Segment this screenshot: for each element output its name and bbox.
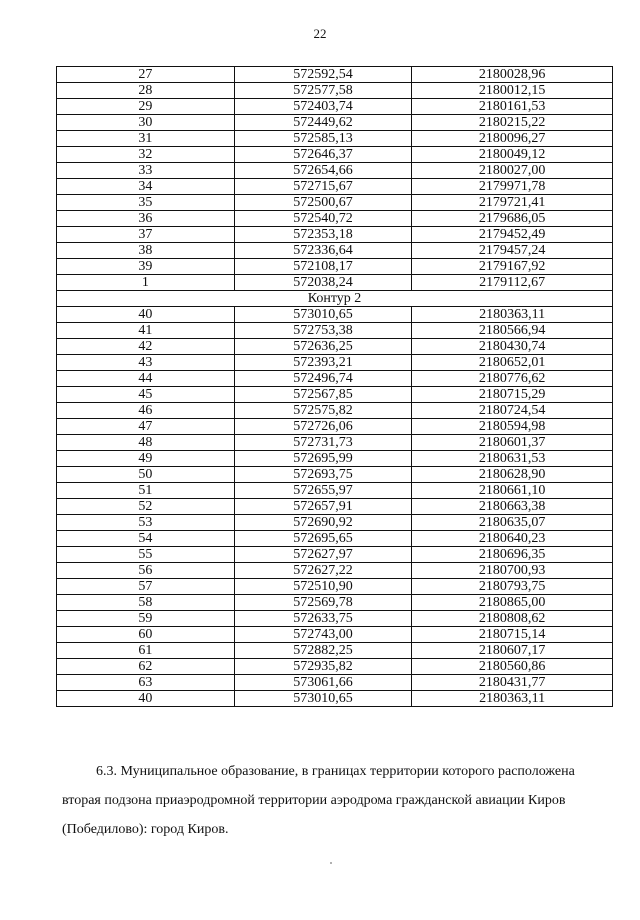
x-coordinate-cell: 572575,82 xyxy=(234,403,412,419)
table-row xyxy=(57,147,613,163)
table-row xyxy=(57,611,613,627)
point-number-cell: 51 xyxy=(57,483,235,499)
y-coordinate-cell: 2179721,41 xyxy=(412,195,613,211)
y-coordinate-cell: 2180663,38 xyxy=(412,499,613,515)
y-coordinate-cell: 2180808,62 xyxy=(412,611,613,627)
table-row xyxy=(57,339,613,355)
point-number-cell: 59 xyxy=(57,611,235,627)
x-coordinate-cell: 573061,66 xyxy=(234,675,412,691)
point-number-cell: 1 xyxy=(57,275,235,291)
x-coordinate-cell: 572882,25 xyxy=(234,643,412,659)
x-coordinate-cell: 572935,82 xyxy=(234,659,412,675)
y-coordinate-cell: 2180628,90 xyxy=(412,467,613,483)
y-coordinate-cell: 2180776,62 xyxy=(412,371,613,387)
table-row xyxy=(57,243,613,259)
table-row xyxy=(57,195,613,211)
x-coordinate-cell: 572393,21 xyxy=(234,355,412,371)
point-number-cell: 46 xyxy=(57,403,235,419)
section-title-row xyxy=(57,291,613,307)
point-number-cell: 52 xyxy=(57,499,235,515)
point-number-cell: 62 xyxy=(57,659,235,675)
table-row xyxy=(57,499,613,515)
x-coordinate-cell: 572657,91 xyxy=(234,499,412,515)
point-number-cell: 33 xyxy=(57,163,235,179)
y-coordinate-cell: 2179452,49 xyxy=(412,227,613,243)
point-number-cell: 38 xyxy=(57,243,235,259)
x-coordinate-cell: 572690,92 xyxy=(234,515,412,531)
y-coordinate-cell: 2180640,23 xyxy=(412,531,613,547)
point-number-cell: 40 xyxy=(57,307,235,323)
page-number: 22 xyxy=(313,26,327,41)
x-coordinate-cell: 572567,85 xyxy=(234,387,412,403)
y-coordinate-cell: 2179971,78 xyxy=(412,179,613,195)
paragraph-line-1: 6.3. Муниципальное образование, в границах территории которого расположена xyxy=(96,764,575,779)
y-coordinate-cell: 2179457,24 xyxy=(412,243,613,259)
point-number-cell: 28 xyxy=(57,83,235,99)
x-coordinate-cell: 572577,58 xyxy=(234,83,412,99)
x-coordinate-cell: 572496,74 xyxy=(234,371,412,387)
paragraph-line-3: (Победилово): город Киров. xyxy=(62,822,229,837)
table-row xyxy=(57,131,613,147)
point-number-cell: 61 xyxy=(57,643,235,659)
y-coordinate-cell: 2180027,00 xyxy=(412,163,613,179)
point-number-cell: 55 xyxy=(57,547,235,563)
table-row xyxy=(57,595,613,611)
point-number-cell: 45 xyxy=(57,387,235,403)
x-coordinate-cell: 572336,64 xyxy=(234,243,412,259)
point-number-cell: 39 xyxy=(57,259,235,275)
point-number-cell: 44 xyxy=(57,371,235,387)
x-coordinate-cell: 572743,00 xyxy=(234,627,412,643)
table-row xyxy=(57,515,613,531)
point-number-cell: 56 xyxy=(57,563,235,579)
y-coordinate-cell: 2180715,29 xyxy=(412,387,613,403)
point-number-cell: 29 xyxy=(57,99,235,115)
y-coordinate-cell: 2180793,75 xyxy=(412,579,613,595)
table-row xyxy=(57,275,613,291)
y-coordinate-cell: 2180560,86 xyxy=(412,659,613,675)
x-coordinate-cell: 572627,97 xyxy=(234,547,412,563)
table-row xyxy=(57,387,613,403)
y-coordinate-cell: 2179167,92 xyxy=(412,259,613,275)
table-row xyxy=(57,371,613,387)
table-row xyxy=(57,691,613,707)
x-coordinate-cell: 572540,72 xyxy=(234,211,412,227)
table-row xyxy=(57,179,613,195)
point-number-cell: 34 xyxy=(57,179,235,195)
point-number-cell: 58 xyxy=(57,595,235,611)
coordinates-table xyxy=(56,66,613,707)
x-coordinate-cell: 572633,75 xyxy=(234,611,412,627)
point-number-cell: 30 xyxy=(57,115,235,131)
table-row xyxy=(57,563,613,579)
x-coordinate-cell: 572753,38 xyxy=(234,323,412,339)
y-coordinate-cell: 2180215,22 xyxy=(412,115,613,131)
y-coordinate-cell: 2180594,98 xyxy=(412,419,613,435)
x-coordinate-cell: 572108,17 xyxy=(234,259,412,275)
point-number-cell: 37 xyxy=(57,227,235,243)
table-row xyxy=(57,467,613,483)
point-number-cell: 32 xyxy=(57,147,235,163)
table-row xyxy=(57,99,613,115)
y-coordinate-cell: 2180028,96 xyxy=(412,67,613,83)
x-coordinate-cell: 572646,37 xyxy=(234,147,412,163)
point-number-cell: 50 xyxy=(57,467,235,483)
paragraph-line-2: вторая подзона приаэродромной территории аэродрома гражданской авиации Киров xyxy=(62,793,566,808)
point-number-cell: 48 xyxy=(57,435,235,451)
point-number-cell: 36 xyxy=(57,211,235,227)
y-coordinate-cell: 2180161,53 xyxy=(412,99,613,115)
y-coordinate-cell: 2180601,37 xyxy=(412,435,613,451)
y-coordinate-cell: 2180661,10 xyxy=(412,483,613,499)
table-row xyxy=(57,659,613,675)
table-row xyxy=(57,67,613,83)
point-number-cell: 49 xyxy=(57,451,235,467)
x-coordinate-cell: 572695,99 xyxy=(234,451,412,467)
x-coordinate-cell: 572585,13 xyxy=(234,131,412,147)
table-row xyxy=(57,675,613,691)
x-coordinate-cell: 572636,25 xyxy=(234,339,412,355)
table-row xyxy=(57,355,613,371)
point-number-cell: 43 xyxy=(57,355,235,371)
x-coordinate-cell: 572353,18 xyxy=(234,227,412,243)
scan-speck xyxy=(330,862,332,864)
point-number-cell: 35 xyxy=(57,195,235,211)
x-coordinate-cell: 573010,65 xyxy=(234,307,412,323)
point-number-cell: 40 xyxy=(57,691,235,707)
point-number-cell: 31 xyxy=(57,131,235,147)
point-number-cell: 63 xyxy=(57,675,235,691)
y-coordinate-cell: 2180652,01 xyxy=(412,355,613,371)
x-coordinate-cell: 572731,73 xyxy=(234,435,412,451)
paragraph-6-3 xyxy=(62,757,618,844)
table-row xyxy=(57,83,613,99)
x-coordinate-cell: 572654,66 xyxy=(234,163,412,179)
table-row xyxy=(57,163,613,179)
y-coordinate-cell: 2180363,11 xyxy=(412,307,613,323)
y-coordinate-cell: 2179686,05 xyxy=(412,211,613,227)
y-coordinate-cell: 2180865,00 xyxy=(412,595,613,611)
point-number-cell: 47 xyxy=(57,419,235,435)
table-row xyxy=(57,531,613,547)
table-row xyxy=(57,115,613,131)
point-number-cell: 42 xyxy=(57,339,235,355)
table-row xyxy=(57,211,613,227)
x-coordinate-cell: 572655,97 xyxy=(234,483,412,499)
x-coordinate-cell: 573010,65 xyxy=(234,691,412,707)
point-number-cell: 27 xyxy=(57,67,235,83)
x-coordinate-cell: 572695,65 xyxy=(234,531,412,547)
y-coordinate-cell: 2180012,15 xyxy=(412,83,613,99)
table-row xyxy=(57,259,613,275)
table-row xyxy=(57,227,613,243)
y-coordinate-cell: 2180700,93 xyxy=(412,563,613,579)
y-coordinate-cell: 2180715,14 xyxy=(412,627,613,643)
x-coordinate-cell: 572715,67 xyxy=(234,179,412,195)
x-coordinate-cell: 572627,22 xyxy=(234,563,412,579)
x-coordinate-cell: 572592,54 xyxy=(234,67,412,83)
table-row xyxy=(57,435,613,451)
section-title: Контур 2 xyxy=(57,291,613,307)
x-coordinate-cell: 572500,67 xyxy=(234,195,412,211)
table-row xyxy=(57,451,613,467)
table-row xyxy=(57,483,613,499)
x-coordinate-cell: 572693,75 xyxy=(234,467,412,483)
table-row xyxy=(57,419,613,435)
table-row xyxy=(57,627,613,643)
y-coordinate-cell: 2180635,07 xyxy=(412,515,613,531)
x-coordinate-cell: 572038,24 xyxy=(234,275,412,291)
y-coordinate-cell: 2180430,74 xyxy=(412,339,613,355)
y-coordinate-cell: 2180096,27 xyxy=(412,131,613,147)
x-coordinate-cell: 572449,62 xyxy=(234,115,412,131)
table-row xyxy=(57,643,613,659)
x-coordinate-cell: 572569,78 xyxy=(234,595,412,611)
y-coordinate-cell: 2179112,67 xyxy=(412,275,613,291)
point-number-cell: 60 xyxy=(57,627,235,643)
point-number-cell: 57 xyxy=(57,579,235,595)
table-row xyxy=(57,323,613,339)
coordinates-table-body xyxy=(57,67,613,707)
y-coordinate-cell: 2180696,35 xyxy=(412,547,613,563)
y-coordinate-cell: 2180631,53 xyxy=(412,451,613,467)
point-number-cell: 54 xyxy=(57,531,235,547)
point-number-cell: 41 xyxy=(57,323,235,339)
point-number-cell: 53 xyxy=(57,515,235,531)
y-coordinate-cell: 2180566,94 xyxy=(412,323,613,339)
x-coordinate-cell: 572403,74 xyxy=(234,99,412,115)
table-row xyxy=(57,403,613,419)
y-coordinate-cell: 2180724,54 xyxy=(412,403,613,419)
y-coordinate-cell: 2180607,17 xyxy=(412,643,613,659)
x-coordinate-cell: 572510,90 xyxy=(234,579,412,595)
table-row xyxy=(57,547,613,563)
table-row xyxy=(57,307,613,323)
x-coordinate-cell: 572726,06 xyxy=(234,419,412,435)
y-coordinate-cell: 2180049,12 xyxy=(412,147,613,163)
y-coordinate-cell: 2180363,11 xyxy=(412,691,613,707)
y-coordinate-cell: 2180431,77 xyxy=(412,675,613,691)
table-row xyxy=(57,579,613,595)
